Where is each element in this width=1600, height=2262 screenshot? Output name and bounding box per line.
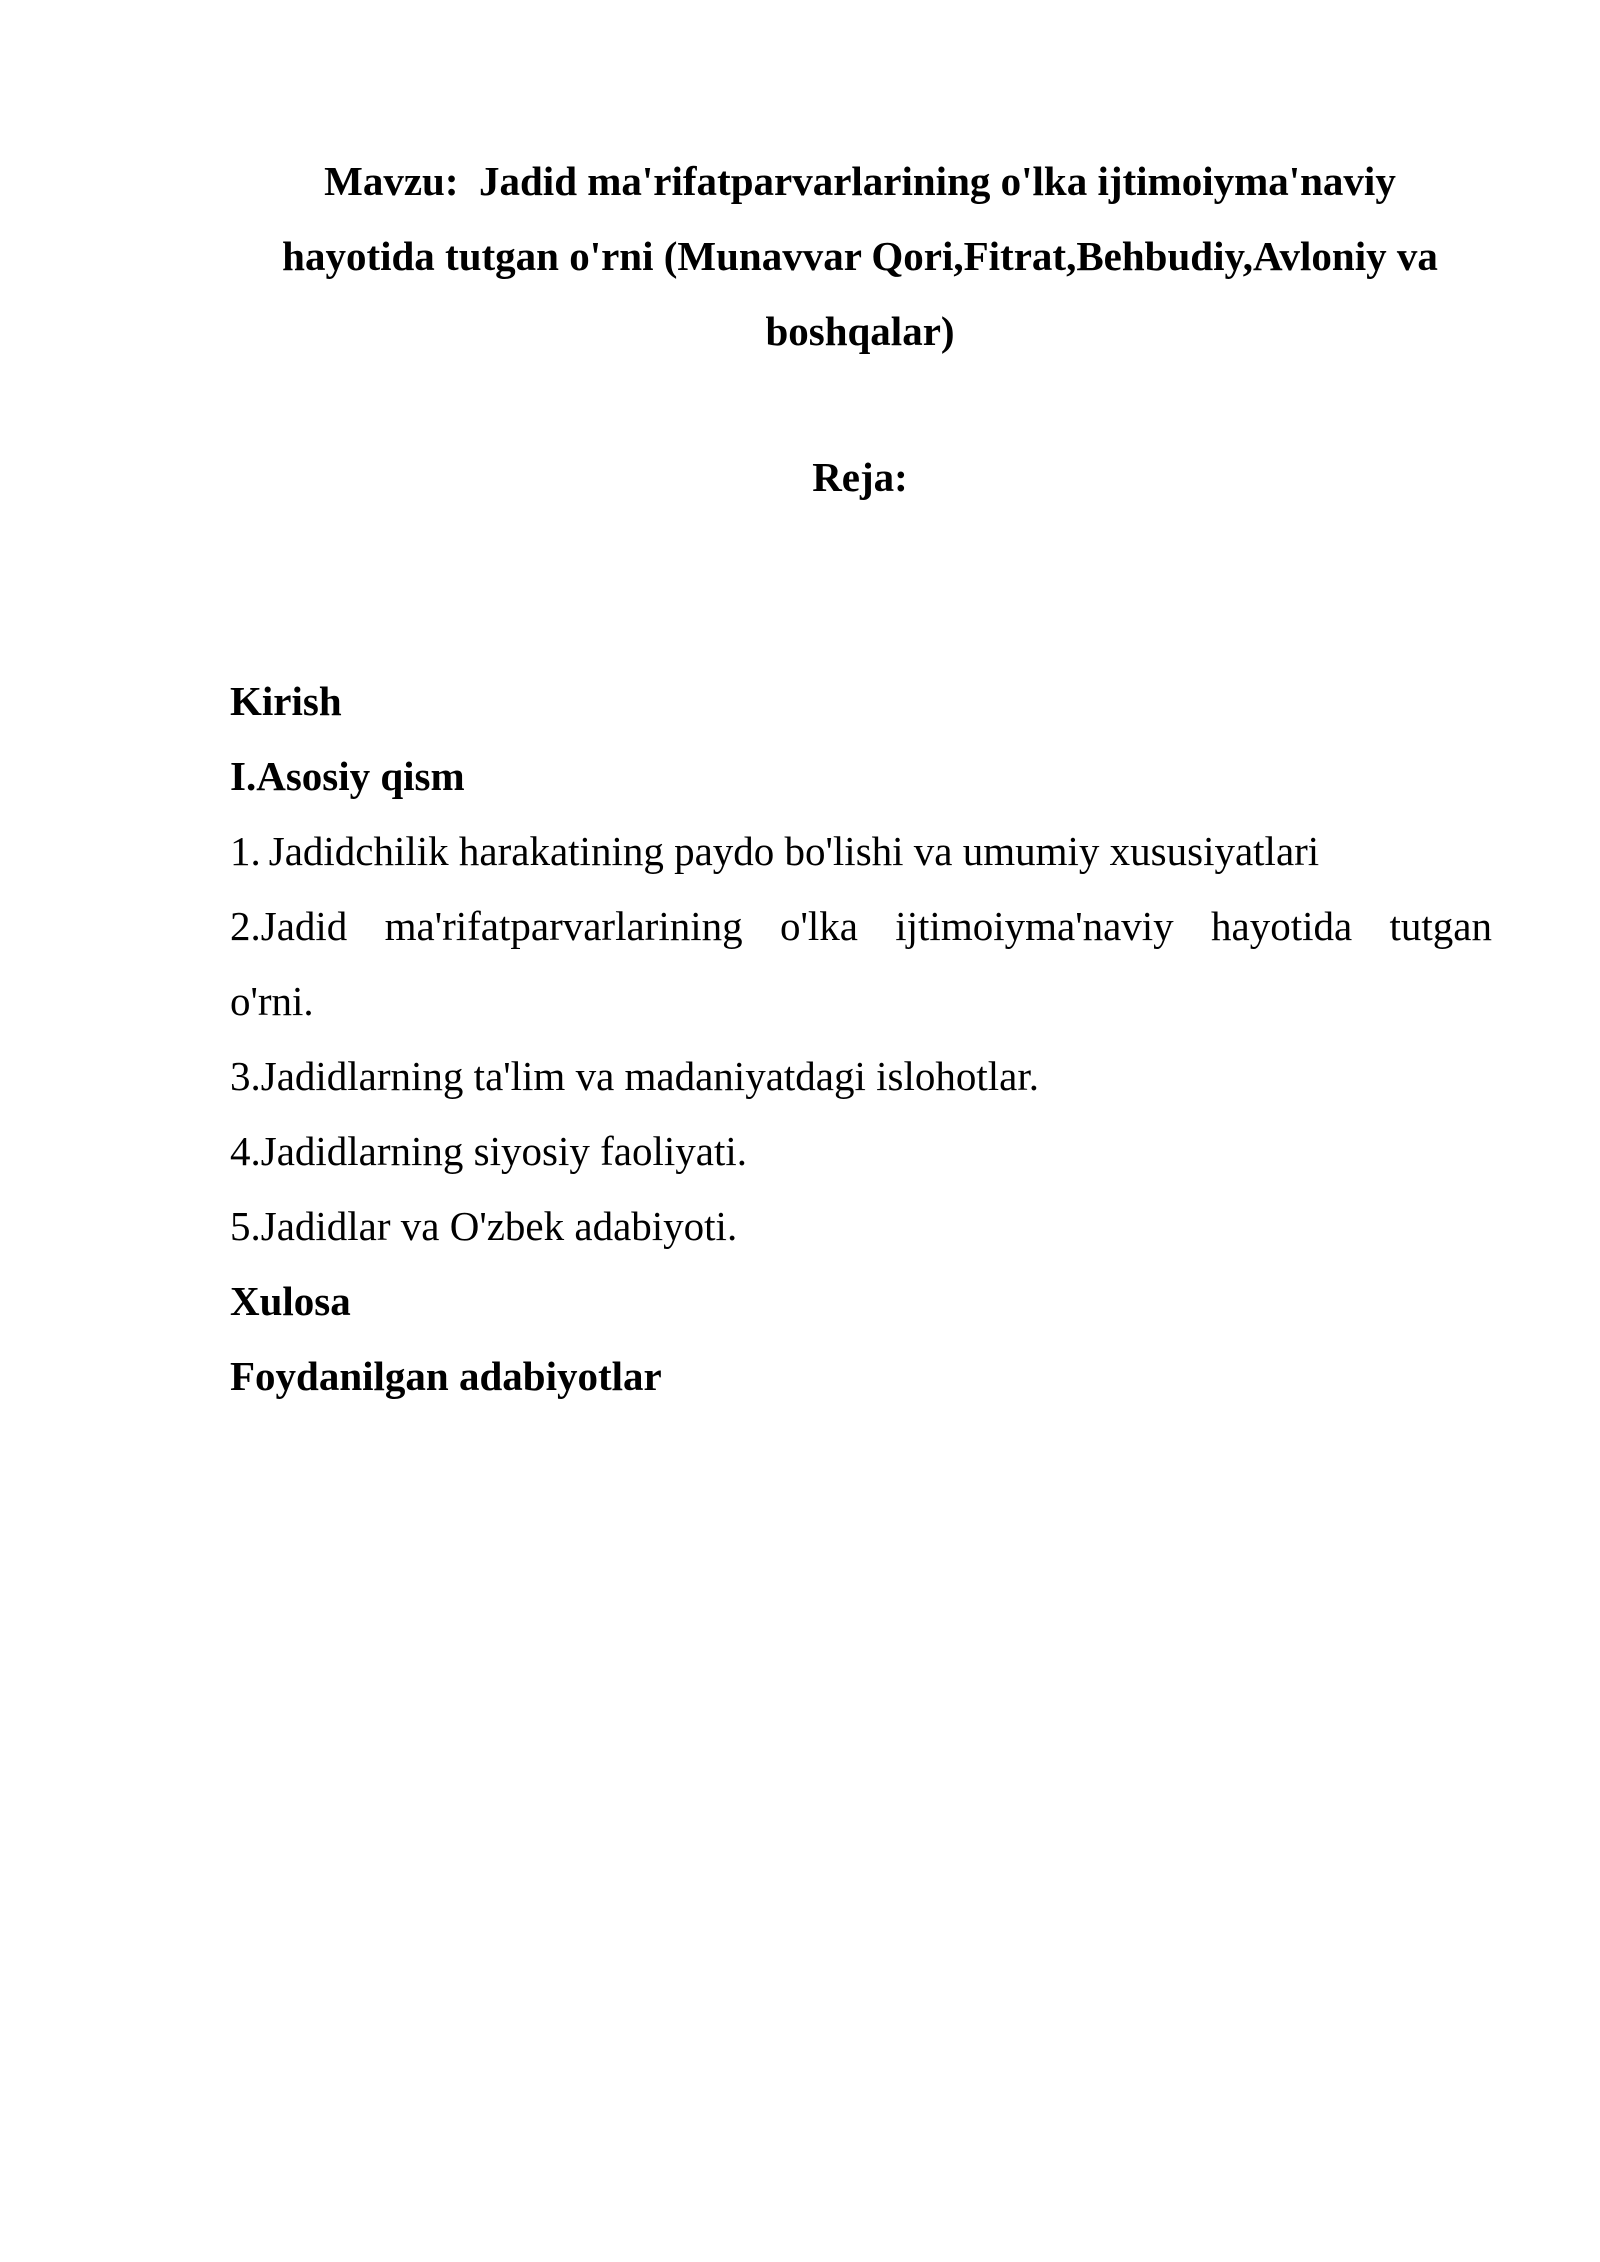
title-line-3: boshqalar) [765,308,955,354]
plan-heading: Reja: [812,454,908,500]
title-line-2: hayotida tutgan o'rni (Munavvar Qori,Fitrat,Behbudiy,Avloniy va [282,233,1438,279]
title-line-1: Mavzu: Jadid ma'rifatparvarlarining o'lka ijtimoiyma'naviy [324,158,1396,204]
outline-main-part: I.Asosiy qism [230,753,465,799]
plan-outline [230,664,1492,1414]
document-title [230,144,1490,369]
outline-references: Foydanilgan adabiyotlar [230,1353,662,1399]
outline-item-4: 4.Jadidlarning siyosiy faoliyati. [230,1128,747,1174]
outline-item-3: 3.Jadidlarning ta'lim va madaniyatdagi islohotlar. [230,1053,1039,1099]
outline-item-5: 5.Jadidlar va O'zbek adabiyoti. [230,1203,738,1249]
outline-conclusion: Xulosa [230,1278,351,1324]
outline-item-1-number: 1. [230,828,261,874]
outline-intro: Kirish [230,678,342,724]
outline-item-1 [230,814,1492,889]
outline-item-2-line-1: 2.Jadid ma'rifatparvarlarining o'lka ijtimoiyma'naviy hayotida tutgan [230,903,1492,949]
outline-item-1-text: Jadidchilik harakatining paydo bo'lishi va umumiy xususiyatlari [268,828,1320,874]
outline-item-2-line-2: o'rni. [230,978,314,1024]
